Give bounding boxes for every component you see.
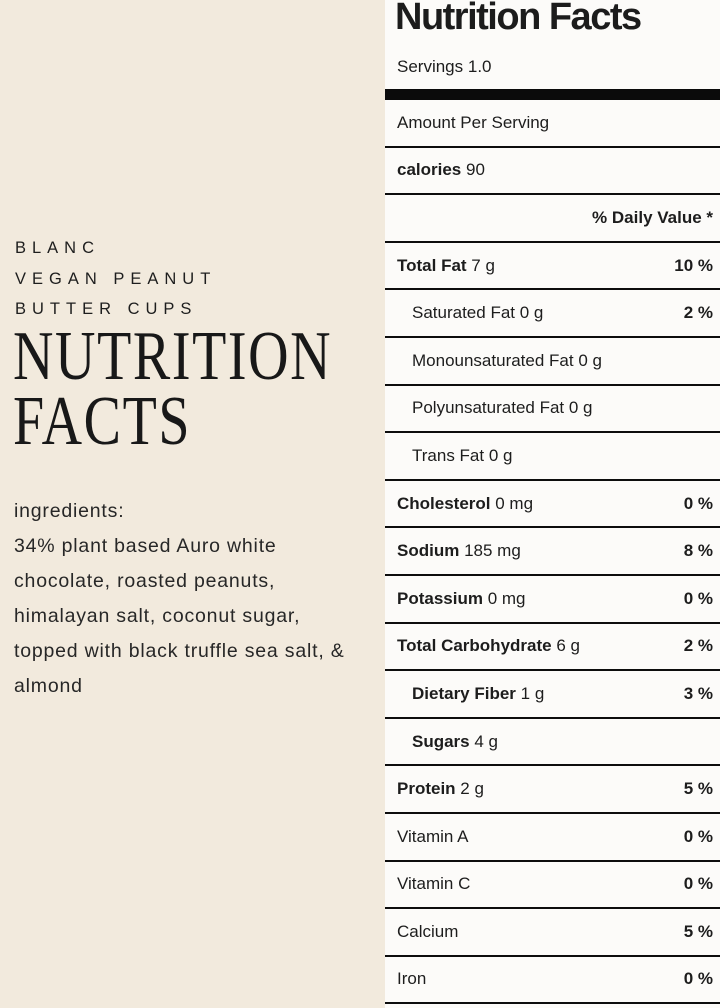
nutrient-daily-value: 2 % <box>683 303 713 323</box>
text-line: VEGAN PEANUT <box>15 269 217 288</box>
nutrient-text <box>397 827 469 847</box>
nutrient-text <box>397 589 526 609</box>
nutrient-row-trans-fat <box>385 433 720 481</box>
text-line: 34% plant based Auro white <box>14 535 277 557</box>
nutrient-amount: 6 g <box>551 636 580 656</box>
nutrient-text <box>397 636 580 656</box>
nutrient-name: Vitamin C <box>397 874 471 894</box>
nutrient-row-cholesterol <box>385 481 720 529</box>
nutrient-amount: 0 mg <box>490 493 534 513</box>
nutrient-row-saturated-fat <box>385 290 720 338</box>
nutrient-daily-value: 3 % <box>683 683 713 703</box>
amount-per-serving-row <box>385 100 720 148</box>
ingredients-text <box>14 494 345 704</box>
calories-label: calories <box>397 160 462 180</box>
calories-text <box>397 160 485 180</box>
nutrient-text <box>412 351 602 371</box>
label-header <box>385 0 720 100</box>
calories-value: 90 <box>466 160 485 180</box>
nutrient-name: Dietary Fiber <box>412 683 516 703</box>
nutrient-row-vitamin-a <box>385 814 720 862</box>
nutrient-name: Monounsaturated Fat <box>412 350 574 370</box>
nutrient-name: Cholesterol <box>397 493 491 513</box>
nutrient-text <box>412 732 498 752</box>
nutrient-name: Saturated Fat <box>412 303 516 323</box>
nutrient-amount: 1 g <box>515 683 545 703</box>
nutrient-text <box>397 494 533 514</box>
nutrient-amount: 2 g <box>455 779 484 799</box>
nutrient-row-monounsaturated-fat <box>385 338 720 386</box>
nutrient-text <box>412 446 512 466</box>
nutrient-row-potassium <box>385 576 720 624</box>
nutrient-amount: 0 g <box>564 398 593 418</box>
nutrient-row-polyunsaturated-fat <box>385 386 720 434</box>
nutrient-name: Trans Fat <box>412 445 485 465</box>
nutrient-text <box>397 969 426 989</box>
calories-row <box>385 148 720 196</box>
text-line: NUTRITION <box>13 318 333 395</box>
nutrient-amount: 0 g <box>573 350 602 370</box>
text-line: chocolate, roasted peanuts, <box>14 570 276 592</box>
nutrient-row-sugars <box>385 719 720 767</box>
text-line: himalayan salt, coconut sugar, <box>14 605 301 627</box>
nutrient-text <box>412 398 593 418</box>
nutrient-text <box>397 256 495 276</box>
nutrient-daily-value: 0 % <box>683 588 713 608</box>
nutrient-daily-value: 0 % <box>683 493 713 513</box>
label-title: Nutrition Facts <box>395 0 641 38</box>
nutrient-row-protein <box>385 766 720 814</box>
brand-name <box>15 233 216 325</box>
nutrient-text <box>397 922 458 942</box>
text-line: BUTTER CUPS <box>15 300 198 318</box>
nutrient-rows <box>385 243 720 1005</box>
nutrient-name: Polyunsaturated Fat <box>412 398 565 418</box>
nutrient-name: Iron <box>397 969 427 989</box>
daily-value-header-label: % Daily Value * <box>592 207 713 227</box>
nutrient-daily-value: 10 % <box>674 255 713 275</box>
thick-divider <box>385 89 720 100</box>
nutrient-daily-value: 5 % <box>683 779 713 799</box>
nutrient-daily-value: 0 % <box>683 969 713 989</box>
nutrient-daily-value: 2 % <box>683 636 713 656</box>
daily-value-header-row <box>385 195 720 243</box>
nutrient-amount: 4 g <box>469 731 498 751</box>
nutrient-text <box>412 684 544 704</box>
nutrient-row-sodium <box>385 528 720 576</box>
nutrient-name: Potassium <box>397 588 483 608</box>
nutrient-row-total-carbohydrate <box>385 624 720 672</box>
nutrient-daily-value: 0 % <box>683 826 713 846</box>
text-line: almond <box>14 675 83 697</box>
nutrient-name: Sodium <box>397 541 460 561</box>
nutrient-text <box>397 541 521 561</box>
nutrient-row-iron <box>385 957 720 1005</box>
nutrient-amount: 185 mg <box>459 541 521 561</box>
nutrient-text <box>397 779 484 799</box>
nutrient-row-vitamin-c <box>385 862 720 910</box>
nutrient-name: Total Fat <box>397 255 467 275</box>
nutrient-name: Sugars <box>412 731 470 751</box>
nutrient-name: Total Carbohydrate <box>397 636 552 656</box>
nutrient-amount: 7 g <box>466 255 495 275</box>
text-line: BLANC <box>15 239 101 257</box>
text-line: ingredients: <box>14 500 125 522</box>
nutrient-daily-value: 0 % <box>683 874 713 894</box>
nutrient-text <box>412 303 543 323</box>
nutrient-row-dietary-fiber <box>385 671 720 719</box>
nutrient-row-total-fat <box>385 243 720 291</box>
nutrient-amount: 0 g <box>484 445 513 465</box>
nutrient-daily-value: 5 % <box>683 921 713 941</box>
nutrient-daily-value: 8 % <box>683 541 713 561</box>
nutrient-name: Protein <box>397 779 456 799</box>
text-line: topped with black truffle sea salt, & <box>14 640 345 662</box>
nutrition-label <box>385 0 720 1008</box>
nutrient-row-calcium <box>385 909 720 957</box>
nutrient-name: Calcium <box>397 921 459 941</box>
amount-per-serving-label: Amount Per Serving <box>397 112 550 132</box>
left-nutrition-facts-title <box>13 318 333 460</box>
nutrient-amount: 0 g <box>515 303 544 323</box>
nutrient-text <box>397 874 470 894</box>
servings-text: Servings 1.0 <box>397 57 492 76</box>
nutrient-amount: 0 mg <box>482 588 526 608</box>
text-line: FACTS <box>13 383 192 460</box>
nutrient-name: Vitamin A <box>397 826 469 846</box>
